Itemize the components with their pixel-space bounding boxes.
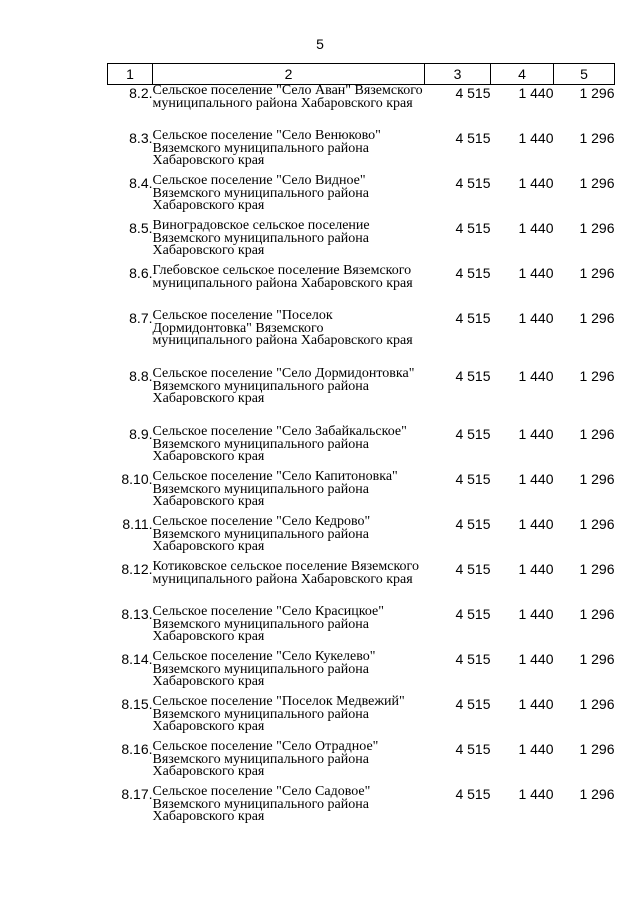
table-row (108, 220, 615, 265)
settlement-name: Сельское поселение "Село Кедрово" Вяземского муниципального района Хабаровского края (152, 514, 371, 554)
table-row (108, 561, 615, 606)
table-row (108, 516, 615, 561)
column-header-1: 1 (108, 64, 153, 85)
row-number: 8.12. (121, 561, 153, 577)
value-col-5: 1 296 (579, 651, 615, 667)
row-number: 8.8. (129, 368, 153, 384)
value-col-5: 1 296 (579, 426, 615, 442)
row-number: 8.7. (129, 310, 153, 326)
value-col-3: 4 515 (455, 220, 491, 236)
value-col-3: 4 515 (455, 561, 491, 577)
value-col-4: 1 440 (518, 561, 554, 577)
table-row (108, 606, 615, 651)
settlement-name: Сельское поселение "Поселок Медвежий" Вяземского муниципального района Хабаровского края (152, 694, 405, 734)
row-number: 8.5. (129, 220, 153, 236)
value-col-3: 4 515 (455, 606, 491, 622)
settlement-name: Сельское поселение "Село Забайкальское" Вяземского муниципального района Хабаровского края (152, 424, 407, 464)
table-row (108, 130, 615, 175)
row-number: 8.17. (121, 786, 153, 802)
value-col-3: 4 515 (455, 516, 491, 532)
value-col-4: 1 440 (518, 220, 554, 236)
value-col-5: 1 296 (579, 561, 615, 577)
value-col-5: 1 296 (579, 310, 615, 326)
table-body (108, 85, 615, 832)
value-col-3: 4 515 (455, 651, 491, 667)
settlement-name: Сельское поселение "Село Красицкое" Вяземского муниципального района Хабаровского края (152, 604, 384, 644)
settlement-name: Сельское поселение "Село Видное" Вяземского муниципального района Хабаровского края (152, 173, 369, 213)
table-row (108, 471, 615, 516)
settlement-name: Сельское поселение "Село Капитоновка" Вяземского муниципального района Хабаровского края (152, 469, 398, 509)
settlement-name: Сельское поселение "Село Садовое" Вяземского муниципального района Хабаровского края (152, 784, 371, 824)
value-col-3: 4 515 (455, 368, 491, 384)
column-header-5: 5 (554, 64, 615, 85)
value-col-5: 1 296 (579, 175, 615, 191)
value-col-4: 1 440 (518, 471, 554, 487)
row-number: 8.14. (121, 651, 153, 667)
value-col-3: 4 515 (455, 741, 491, 757)
row-number: 8.11. (122, 516, 153, 532)
row-number: 8.6. (129, 265, 153, 281)
settlement-name: Сельское поселение "Село Отрадное" Вяземского муниципального района Хабаровского края (152, 739, 379, 779)
row-number: 8.3. (129, 130, 153, 146)
settlement-name: Сельское поселение "Село Венюково" Вяземского муниципального района Хабаровского края (152, 128, 381, 168)
value-col-3: 4 515 (455, 85, 491, 101)
value-col-3: 4 515 (455, 696, 491, 712)
value-col-3: 4 515 (455, 265, 491, 281)
value-col-4: 1 440 (518, 368, 554, 384)
row-number: 8.16. (121, 741, 153, 757)
table-row (108, 696, 615, 741)
value-col-3: 4 515 (455, 175, 491, 191)
value-col-4: 1 440 (518, 426, 554, 442)
row-number: 8.2. (129, 85, 153, 101)
value-col-5: 1 296 (579, 786, 615, 802)
value-col-4: 1 440 (518, 85, 554, 101)
value-col-5: 1 296 (579, 130, 615, 146)
row-number: 8.9. (129, 426, 153, 442)
value-col-5: 1 296 (579, 220, 615, 236)
value-col-5: 1 296 (579, 606, 615, 622)
value-col-5: 1 296 (579, 741, 615, 757)
column-header-2: 2 (153, 64, 425, 85)
settlement-name: Котиковское сельское поселение Вяземского муниципального района Хабаровского края (152, 559, 419, 587)
table-header-row (108, 64, 615, 85)
value-col-4: 1 440 (518, 175, 554, 191)
value-col-4: 1 440 (518, 651, 554, 667)
row-number: 8.13. (121, 606, 153, 622)
settlement-name: Сельское поселение "Поселок Дормидонтовка" Вяземского муниципального района Хабаровского края (152, 308, 413, 348)
table-row (108, 651, 615, 696)
value-col-4: 1 440 (518, 516, 554, 532)
value-col-3: 4 515 (455, 310, 491, 326)
value-col-5: 1 296 (579, 85, 615, 101)
value-col-4: 1 440 (518, 741, 554, 757)
value-col-4: 1 440 (518, 606, 554, 622)
value-col-5: 1 296 (579, 265, 615, 281)
value-col-5: 1 296 (579, 368, 615, 384)
data-table (107, 63, 615, 831)
row-number: 8.4. (129, 175, 153, 191)
value-col-3: 4 515 (455, 471, 491, 487)
table-row (108, 741, 615, 786)
table-row (108, 426, 615, 471)
column-header-3: 3 (425, 64, 491, 85)
column-header-4: 4 (491, 64, 554, 85)
value-col-4: 1 440 (518, 786, 554, 802)
settlement-name: Виноградовское сельское поселение Вяземского муниципального района Хабаровского края (152, 218, 370, 258)
page-number: 5 (316, 36, 324, 52)
value-col-4: 1 440 (518, 696, 554, 712)
value-col-4: 1 440 (518, 265, 554, 281)
value-col-4: 1 440 (518, 310, 554, 326)
value-col-3: 4 515 (455, 786, 491, 802)
settlement-name: Сельское поселение "Село Аван" Вяземского муниципального района Хабаровского края (152, 83, 423, 111)
value-col-5: 1 296 (579, 471, 615, 487)
value-col-4: 1 440 (518, 130, 554, 146)
settlement-name: Сельское поселение "Село Кукелево" Вяземского муниципального района Хабаровского края (152, 649, 376, 689)
row-number: 8.15. (121, 696, 153, 712)
table-row (108, 265, 615, 310)
value-col-3: 4 515 (455, 130, 491, 146)
table-row (108, 175, 615, 220)
value-col-3: 4 515 (455, 426, 491, 442)
table-row (108, 786, 615, 831)
table-row (108, 310, 615, 368)
value-col-5: 1 296 (579, 516, 615, 532)
table-row (108, 85, 615, 131)
value-col-5: 1 296 (579, 696, 615, 712)
settlement-name: Глебовское сельское поселение Вяземского муниципального района Хабаровского края (152, 263, 413, 291)
settlement-name: Сельское поселение "Село Дормидонтовка" Вяземского муниципального района Хабаровского края (152, 366, 415, 406)
table-row (108, 368, 615, 426)
row-number: 8.10. (121, 471, 153, 487)
